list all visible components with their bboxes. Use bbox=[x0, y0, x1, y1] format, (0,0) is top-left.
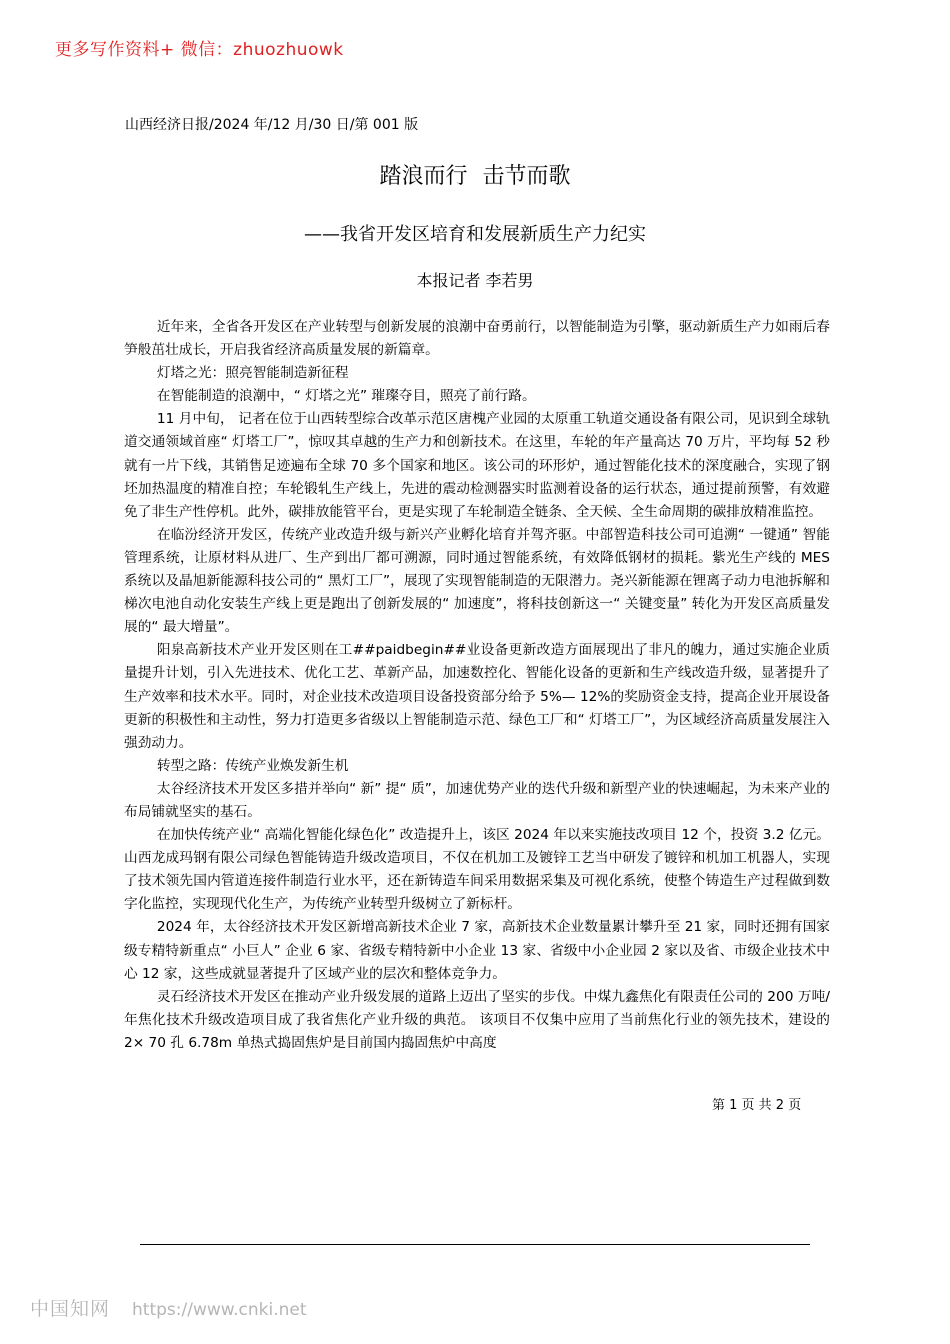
article-title: 踏浪而行 击节而歌 bbox=[379, 164, 571, 189]
paragraph: 在临汾经济开发区，传统产业改造升级与新兴产业孵化培育并驾齐驱。中部智造科技公司可追溯“ 一键通” 智能管理系统，让原材料从进厂、生产到出厂都可溯源，同时通过智能系统，有效降低钢材的损耗。紫光生产线的 MES 系统以及晶旭新能源科技公司的“ 黑灯工厂”，展现了实现智能制造的无限潜力。尧兴新能源在锂离子动力电池拆解和梯次电池自动化安装生产线上更是跑出了创新发展的“ 加速度”，将科技创新这一“ 关键变量” 转化为开发区高质量发展的“ 最大增量”。 bbox=[124, 526, 830, 636]
promo-banner: 更多写作资料+ 微信：zhuozhuowk bbox=[55, 40, 344, 60]
article-subtitle: ——我省开发区培育和发展新质生产力纪实 bbox=[304, 224, 646, 245]
paragraph: 灵石经济技术开发区在推动产业升级发展的道路上迈出了坚实的步伐。中煤九鑫焦化有限责任公司的 200 万吨/年焦化技术升级改造项目成了我省焦化产业升级的典范。 该项目不仅集中应用了当前焦化行业的领先技术，建设的 2× 70 孔 6.78m 单热式捣固焦炉是目前国内捣固焦炉中高度 bbox=[124, 988, 830, 1051]
watermark-name: 中国知网 bbox=[30, 1298, 111, 1320]
article-body bbox=[124, 316, 830, 1055]
paragraph: 阳泉高新技术产业开发区则在工##paidbegin##业设备更新改造方面展现出了非凡的魄力，通过实施企业质量提升计划，引入先进技术、优化工艺、革新产品，加速数控化、智能化设备的更新和生产线改造升级，显著提升了生产效率和技术水平。同时，对企业技术改造项目设备投资部分给予 5%— 12%的奖励资金支持，提高企业开展设备更新的积极性和主动性，努力打造更多省级以上智能制造示范、绿色工厂和“ 灯塔工厂”，为区域经济高质量发展注入强劲动力。 bbox=[124, 642, 830, 751]
section-heading: 灯塔之光：照亮智能制造新征程 bbox=[156, 365, 349, 382]
article-source: 山西经济日报/2024 年/12 月/30 日/第 001 版 bbox=[125, 117, 419, 133]
section-heading: 转型之路：传统产业焕发新生机 bbox=[156, 757, 349, 774]
paragraph: 11 月中旬， 记者在位于山西转型综合改革示范区唐槐产业园的太原重工轨道交通设备有限公司，见识到全球轨道交通领域首座“ 灯塔工厂”，惊叹其卓越的生产力和创新技术。在这里，车轮的年产量高达 70 万片，平均每 52 秒就有一片下线，其销售足迹遍布全球 70 多个国家和地区。该公司的环形炉，通过智能化技术的深度融合，实现了钢坯加热温度的精准自控；车轮锻轧生产线上，先进的震动检测器实时监测着设备的运行状态，通过提前预警，有效避免了非生产性停机。此外，碳排放能管平台，更是实现了车轮制造全链条、全天候、全生命周期的碳排放精准监控。 bbox=[124, 411, 830, 520]
page-number: 第 1 页 共 2 页 bbox=[712, 1098, 802, 1113]
paragraph: 近年来，全省各开发区在产业转型与创新发展的浪潮中奋勇前行，以智能制造为引擎，驱动新质生产力如雨后春笋般茁壮成长，开启我省经济高质量发展的新篇章。 bbox=[124, 319, 830, 359]
paragraph: 在加快传统产业“ 高端化智能化绿色化” 改造提升上，该区 2024 年以来实施技改项目 12 个，投资 3.2 亿元。山西龙成玛钢有限公司绿色智能铸造升级改造项目，不仅在机加工及镀锌工艺当中研发了镀锌和机加工机器人，实现了技术领先国内管道连接件制造行业水平，还在新铸造车间采用数据采集及可视化系统，使整个铸造生产过程做到数字化监控，实现现代化生产，为传统产业转型升级树立了新标杆。 bbox=[124, 827, 830, 913]
paragraph: 太谷经济技术开发区多措并举向“ 新” 提“ 质”，加速优势产业的迭代升级和新型产业的快速崛起，为未来产业的布局铺就坚实的基石。 bbox=[124, 780, 830, 820]
footer-divider bbox=[140, 1244, 810, 1245]
paragraph: 在智能制造的浪潮中，“ 灯塔之光” 璀璨夺目，照亮了前行路。 bbox=[156, 388, 536, 405]
paragraph: 2024 年，太谷经济技术开发区新增高新技术企业 7 家，高新技术企业数量累计攀升至 21 家，同时还拥有国家级专精特新重点“ 小巨人” 企业 6 家、省级专精特新中小企业 13 家、省级中小企业园 2 家以及省、市级企业技术中心 12 家，这些成就显著提升了区域产业的层次和整体竞争力。 bbox=[124, 919, 830, 982]
watermark-url: https://www.cnki.net bbox=[132, 1300, 307, 1320]
cnki-watermark bbox=[30, 1294, 307, 1321]
article-byline: 本报记者 李若男 bbox=[416, 271, 534, 290]
